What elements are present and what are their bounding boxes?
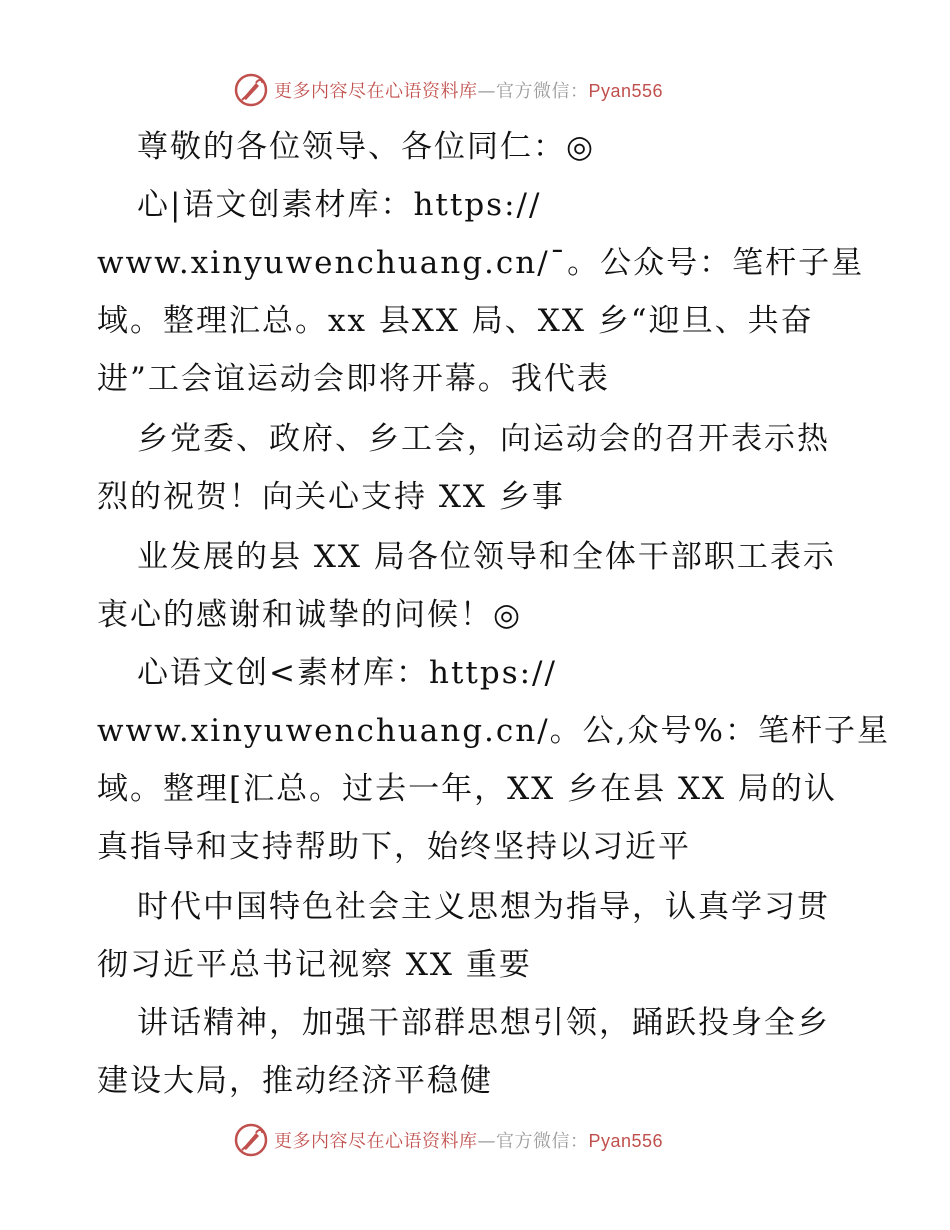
- header-banner: [234, 72, 663, 108]
- doc-line: 进”工会谊运动会即将开幕。我代表: [97, 361, 610, 397]
- doc-line: 乡党委、政府、乡工会，向运动会的召开表示热: [137, 421, 830, 457]
- promo-banner-text: [274, 1127, 663, 1153]
- quill-pen-logo-icon: [234, 73, 268, 107]
- promo-banner-text: [274, 77, 663, 103]
- banner-dash: —: [477, 1131, 496, 1152]
- doc-line: 衷心的感谢和诚挚的问候！◎: [97, 597, 523, 633]
- doc-line: 业发展的县 XX 局各位领导和全体干部职工表示: [137, 539, 836, 575]
- doc-line: 心语文创<素材库：https://: [137, 655, 557, 691]
- banner-dash: —: [477, 81, 496, 102]
- official-wechat-label: 官方微信：: [496, 1131, 589, 1152]
- doc-line: www.xinyuwenchuang.cn/。公,众号%：笔杆子星: [97, 713, 890, 749]
- doc-line: 时代中国特色社会主义思想为指导，认真学习贯: [137, 889, 830, 925]
- promo-text: 更多内容尽在心语资料库: [274, 1131, 478, 1152]
- doc-line: 烈的祝贺！向关心支持 XX 乡事: [97, 479, 565, 515]
- doc-line: 域。整理[汇总。过去一年，XX 乡在县 XX 局的认: [97, 771, 837, 807]
- doc-line: 尊敬的各位领导、各位同仁：◎: [137, 129, 596, 165]
- wechat-id: Pyan556: [588, 1131, 664, 1151]
- doc-line: 域。整理汇总。xx 县XX 局、XX 乡“迎旦、共奋: [97, 303, 814, 339]
- doc-line: www.xinyuwenchuang.cn/¯。公众号：笔杆子星: [97, 245, 865, 281]
- quill-pen-logo-icon: [234, 1123, 268, 1157]
- wechat-id: Pyan556: [588, 81, 664, 101]
- official-wechat-label: 官方微信：: [496, 81, 589, 102]
- footer-banner: [234, 1122, 663, 1158]
- promo-text: 更多内容尽在心语资料库: [274, 81, 478, 102]
- doc-line: 建设大局，推动经济平稳健: [97, 1063, 493, 1099]
- doc-line: 真指导和支持帮助下，始终坚持以习近平: [97, 829, 691, 865]
- doc-line: 心|语文创素材库：https://: [137, 187, 542, 223]
- doc-line: 彻习近平总书记视察 XX 重要: [97, 947, 532, 983]
- doc-line: 讲话精神，加强干部群思想引领，踊跃投身全乡: [137, 1005, 830, 1041]
